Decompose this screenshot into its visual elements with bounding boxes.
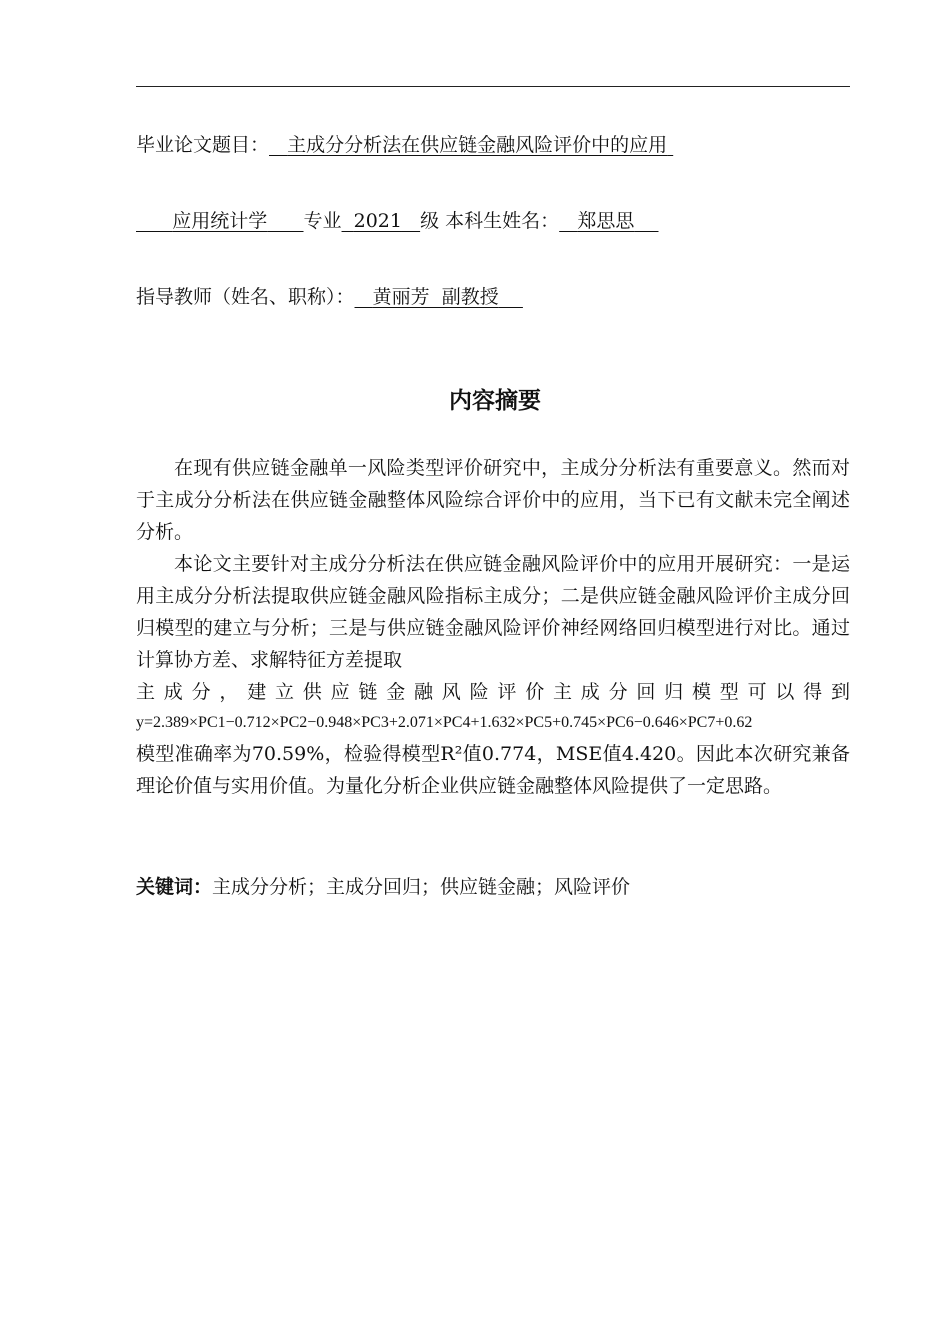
abstract-body — [136, 452, 850, 802]
grade-value: 2021 — [353, 210, 402, 232]
thesis-topic-line — [136, 130, 673, 157]
major-label: 专业 — [303, 210, 342, 232]
topic-label: 毕业论文题目： — [136, 134, 270, 156]
grade-label: 级 — [420, 210, 440, 232]
major-line — [136, 206, 659, 233]
header-rule — [136, 86, 850, 87]
student-label: 本科生姓名： — [445, 210, 560, 232]
abstract-title: 内容摘要 — [449, 388, 541, 414]
formula-text: y=2.389×PC1−0.712×PC2−0.948×PC3+2.071×PC4+1.632×PC5+0.745×PC6−0.646×PC7+0.62 — [136, 714, 753, 731]
advisor-value: 黄丽芳 副教授 — [372, 286, 499, 308]
student-value: 郑思思 — [577, 210, 635, 232]
abstract-paragraph-2-lead: 本论文主要针对主成分分析法在供应链金融风险评价中的应用开展研究：一是运用主成分分析法提取供应链金融风险指标主成分；二是供应链金融风险评价主成分回归模型的建立与分析；三是与供应链金融风险评价神经网络回归模型进行对比。通过计算协方差、求解特征方差提取 — [136, 553, 850, 671]
abstract-paragraph-2-spread: 主成分，建立供应链金融风险评价主成分回归模型可以得到 — [136, 681, 850, 703]
keywords-line — [136, 872, 630, 899]
abstract-paragraph-2-tail: 模型准确率为70.59%，检验得模型R²值0.774，MSE值4.420。因此本次研究兼备理论价值与实用价值。为量化分析企业供应链金融整体风险提供了一定思路。 — [136, 743, 850, 797]
keywords-value: 主成分分析；主成分回归；供应链金融；风险评价 — [212, 876, 631, 898]
major-value: 应用统计学 — [172, 210, 268, 232]
advisor-label: 指导教师（姓名、职称）： — [136, 286, 355, 308]
topic-value: 主成分分析法在供应链金融风险评价中的应用 — [287, 134, 668, 156]
advisor-line — [136, 282, 523, 309]
regression-formula — [136, 708, 950, 738]
abstract-paragraph-1: 在现有供应链金融单一风险类型评价研究中，主成分分析法有重要意义。然而对于主成分分析法在供应链金融整体风险综合评价中的应用，当下已有文献未完全阐述分析。 — [136, 457, 850, 543]
keywords-label: 关键词： — [136, 876, 213, 898]
